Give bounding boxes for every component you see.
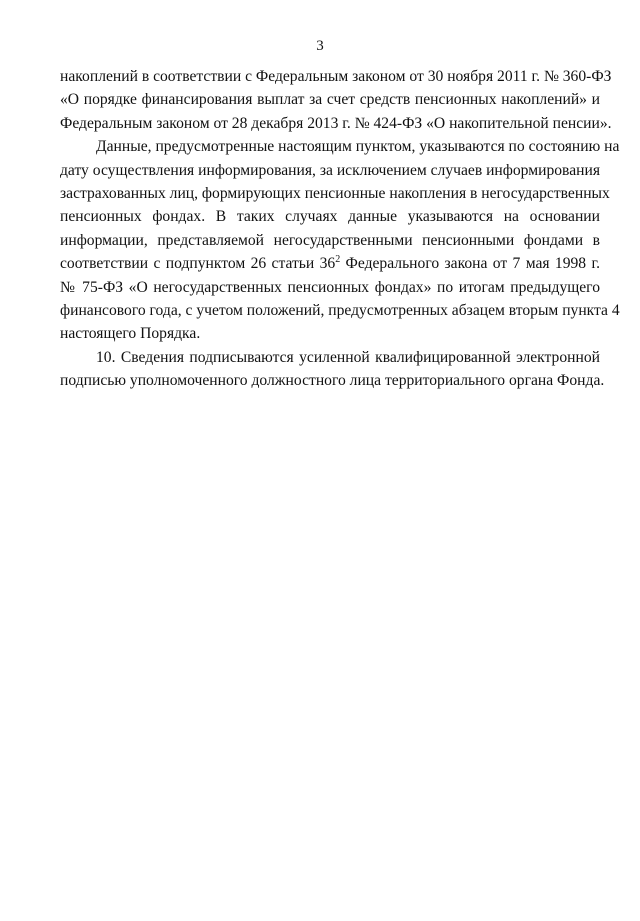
text-line: настоящего Порядка. bbox=[60, 325, 201, 343]
page-number: 3 bbox=[316, 38, 324, 54]
paragraph-item-10 bbox=[60, 346, 605, 393]
text-line: застрахованных лиц, формирующих пенсионные накопления в негосударственных bbox=[60, 185, 610, 203]
text-line: подписью уполномоченного должностного лица территориального органа Фонда. bbox=[60, 372, 605, 390]
paragraph-continuation bbox=[60, 65, 612, 135]
text-segment: соответствии с подпунктом 26 статьи 36 bbox=[60, 255, 336, 273]
text-line: финансового года, с учетом положений, предусмотренных абзацем вторым пункта 4 bbox=[60, 302, 620, 320]
text-line: «О порядке финансирования выплат за счет средств пенсионных накоплений» и bbox=[60, 91, 600, 109]
text-line: накоплений в соответствии с Федеральным законом от 30 ноября 2011 г. № 360-ФЗ bbox=[60, 68, 612, 85]
text-line: дату осуществления информирования, за исключением случаев информирования bbox=[60, 161, 600, 179]
document-body bbox=[60, 65, 620, 393]
text-line: информации, представляемой негосударственными пенсионными фондами в bbox=[60, 231, 600, 249]
text-line-with-superscript bbox=[60, 252, 600, 275]
text-line: Федеральным законом от 28 декабря 2013 г. № 424-ФЗ «О накопительной пенсии». bbox=[60, 114, 612, 132]
text-line: № 75-ФЗ «О негосударственных пенсионных фондах» по итогам предыдущего bbox=[60, 278, 600, 296]
superscript: 2 bbox=[335, 254, 341, 266]
text-segment: Федерального закона от 7 мая 1998 г. bbox=[340, 255, 600, 273]
text-line: пенсионных фондах. В таких случаях данные указываются на основании bbox=[60, 208, 600, 226]
text-line: 10. Сведения подписываются усиленной квалифицированной электронной bbox=[96, 348, 600, 366]
text-line: Данные, предусмотренные настоящим пунктом, указываются по состоянию на bbox=[96, 138, 620, 156]
paragraph-data-description bbox=[60, 135, 620, 346]
